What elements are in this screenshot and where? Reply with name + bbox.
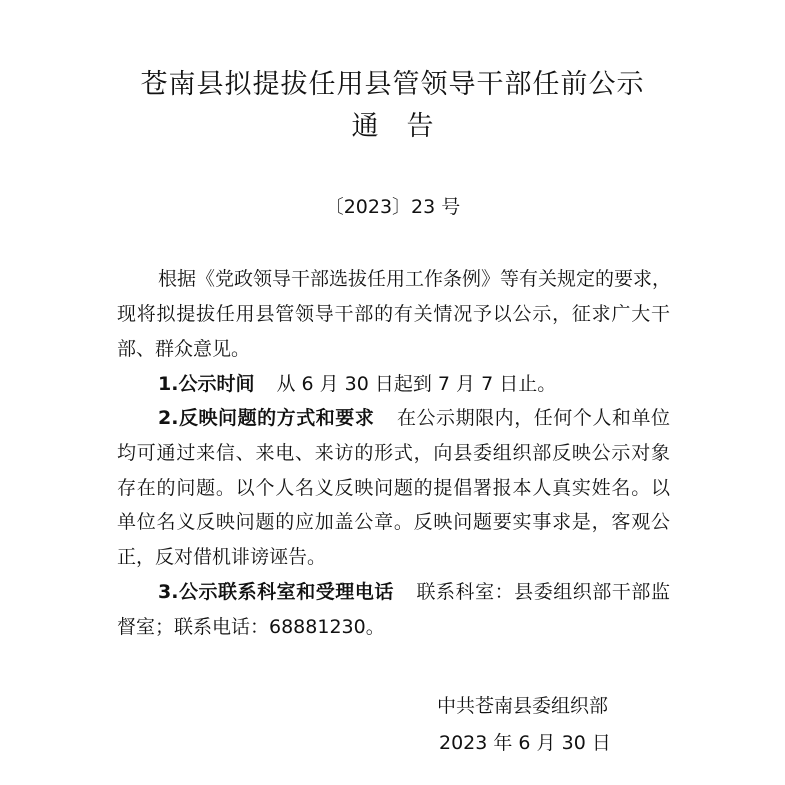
body-line: 督室；联系电话：68881230。	[117, 616, 385, 638]
document-title: 苍南县拟提拔任用县管领导干部任前公示	[140, 69, 645, 100]
body-line: 现将拟提拔任用县管领导干部的有关情况予以公示，征求广大干	[117, 303, 670, 325]
item-2	[117, 406, 670, 430]
document-subtitle	[0, 104, 785, 143]
item-3-text: 联系科室：县委组织部干部监	[415, 581, 670, 603]
body-line: 均可通过来信、来电、来访的形式，向县委组织部反映公示对象	[117, 442, 670, 464]
document-number: 〔2023〕23 号	[324, 196, 461, 218]
item-1-text: 从 6 月 30 日起到 7 月 7 日止。	[276, 373, 557, 395]
item-2-text: 在公示期限内，任何个人和单位	[396, 407, 670, 429]
body-line: 根据《党政领导干部选拔任用工作条例》等有关规定的要求，	[158, 268, 672, 290]
body-line: 存在的问题。以个人名义反映问题的提倡署报本人真实姓名。以	[117, 477, 670, 499]
body-line: 部、群众意见。	[117, 338, 251, 360]
item-2-label: 2.反映问题的方式和要求	[158, 407, 375, 429]
signature-date: 2023 年 6 月 30 日	[439, 732, 611, 754]
subtitle-char: 告	[406, 111, 434, 142]
item-3	[117, 580, 670, 604]
item-1	[117, 372, 670, 396]
item-3-label: 3.公示联系科室和受理电话	[158, 581, 394, 603]
body-line: 正，反对借机诽谤诬告。	[117, 546, 327, 568]
signature-org: 中共苍南县委组织部	[437, 695, 609, 717]
body-line: 单位名义反映问题的应加盖公章。反映问题要实事求是，客观公	[117, 511, 670, 533]
item-1-label: 1.公示时间	[158, 373, 255, 395]
subtitle-char: 通	[351, 111, 379, 142]
